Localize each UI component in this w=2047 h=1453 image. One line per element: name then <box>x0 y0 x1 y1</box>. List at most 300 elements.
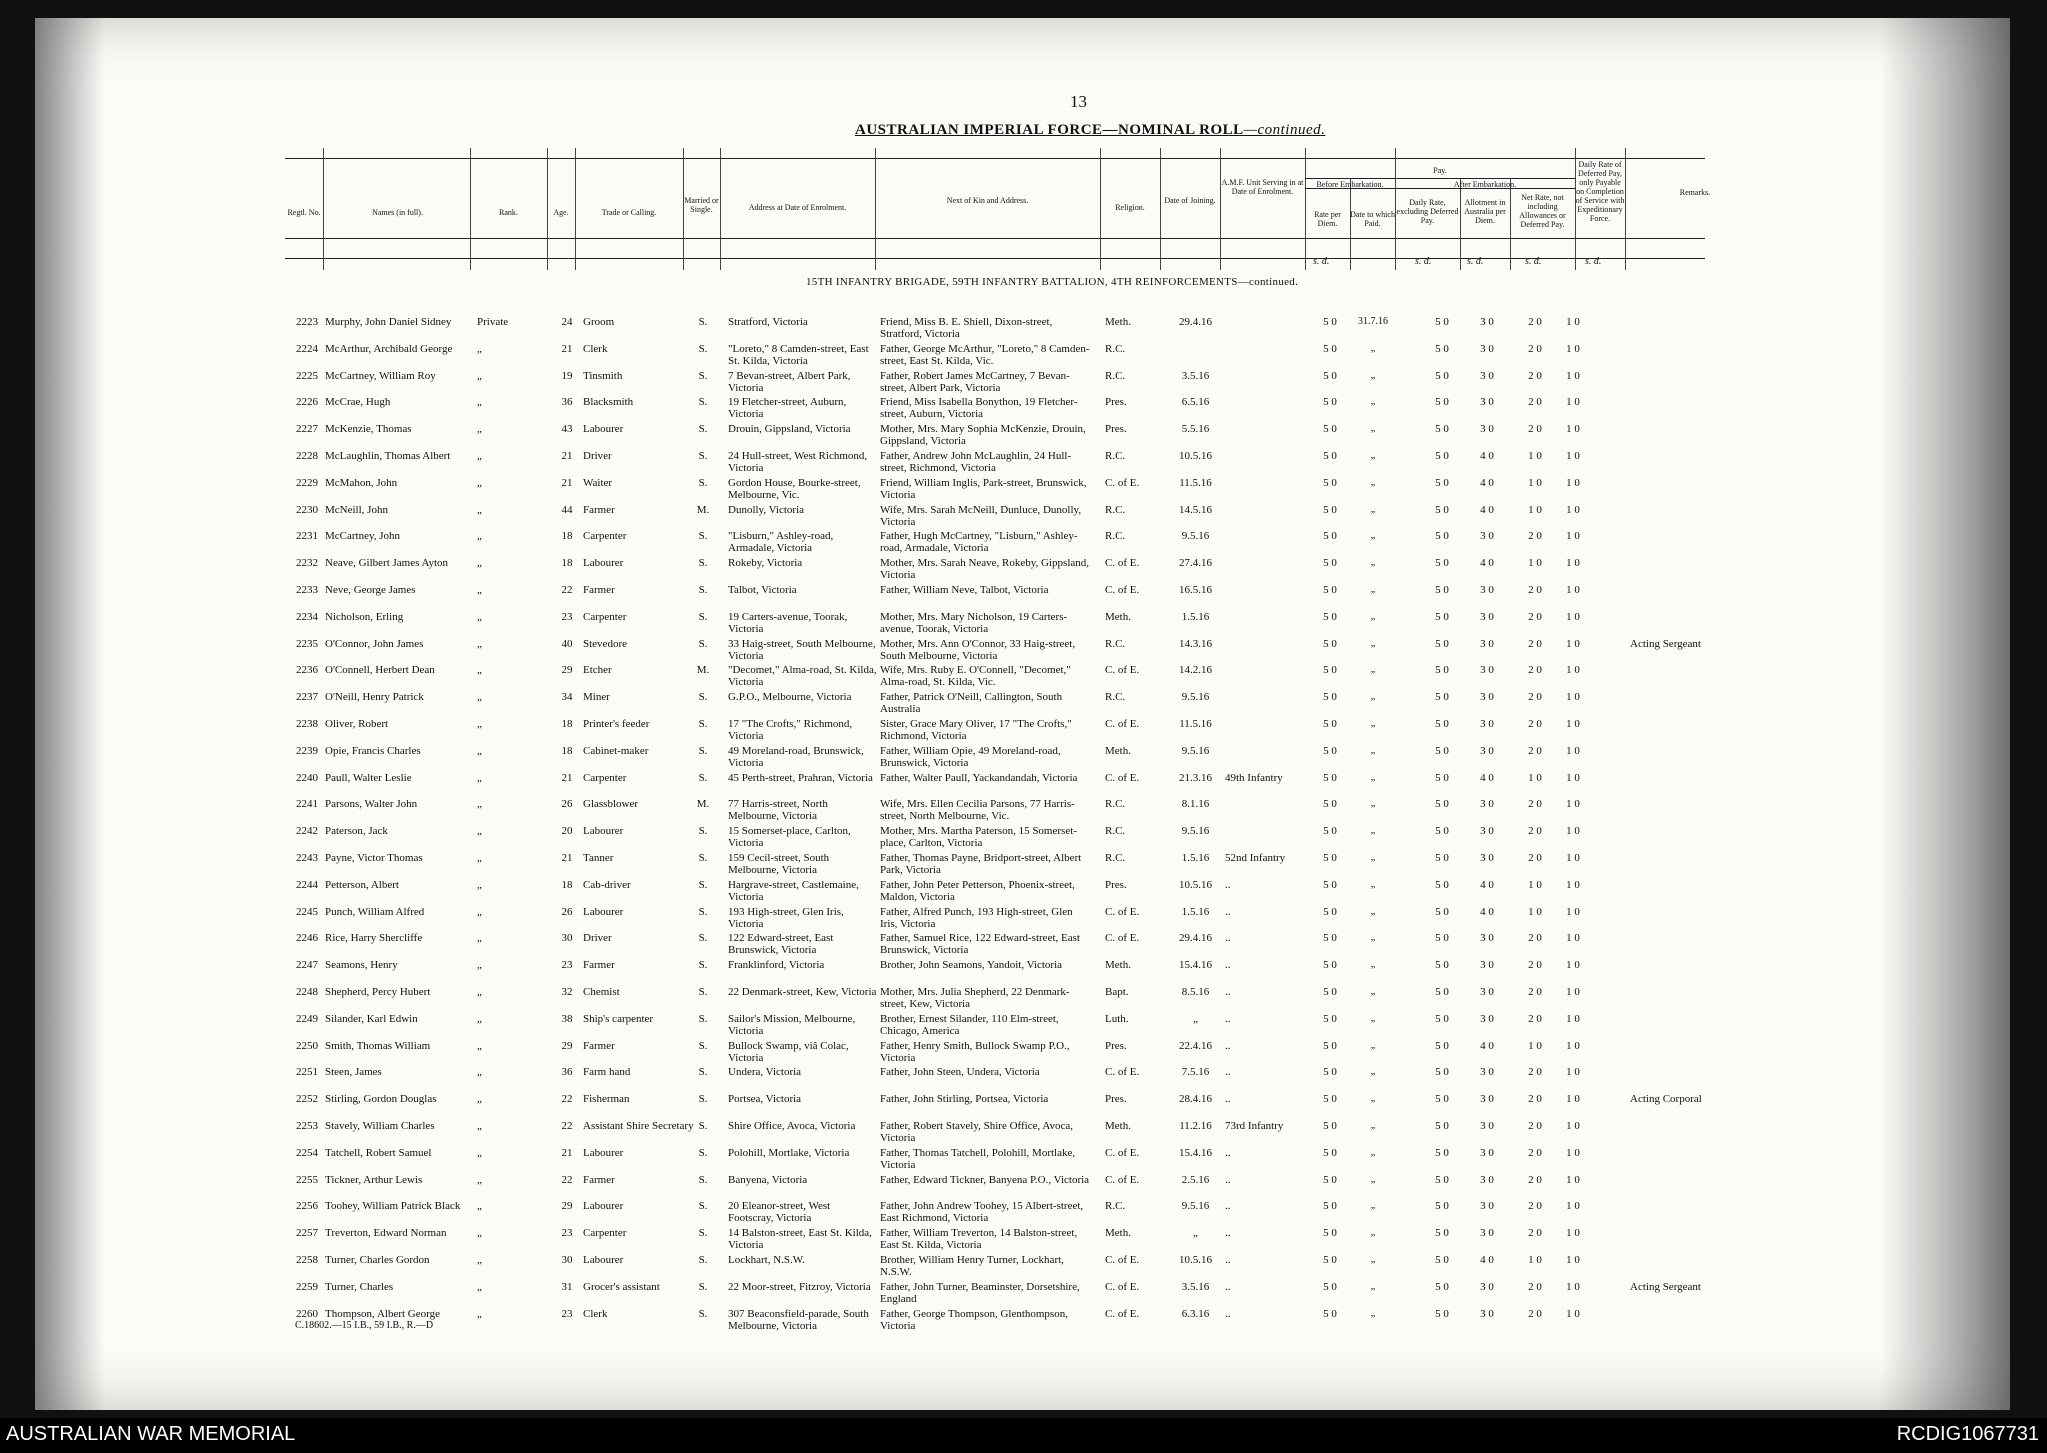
cell-addr: 77 Harris-street, North Melbourne, Victoria <box>728 798 828 823</box>
cell-rank: „ <box>477 664 482 677</box>
unit-sd: s. d. <box>1313 256 1330 267</box>
cell-trade: Carpenter <box>583 1227 627 1240</box>
cell-name: Thompson, Albert George <box>325 1307 440 1320</box>
cell-dtp: „ <box>1370 1012 1376 1024</box>
table-row <box>285 1227 1705 1253</box>
cell-dtp: „ <box>1370 1200 1376 1212</box>
cell-net: 1 0 <box>1528 476 1542 489</box>
cell-dtp: „ <box>1370 905 1376 917</box>
cell-rate: 5 0 <box>1323 1280 1337 1293</box>
table-row <box>285 530 1705 556</box>
cell-trade: Farm hand <box>583 1066 631 1079</box>
cell-allot: 3 0 <box>1480 932 1494 945</box>
cell-daily: 5 0 <box>1435 1012 1449 1025</box>
cell-age: 22 <box>561 1173 573 1186</box>
cell-addr: 20 Eleanor-street, West Footscray, Victoria <box>728 1200 831 1225</box>
cell-trade: Clerk <box>583 342 608 355</box>
cell-rank: „ <box>477 905 482 918</box>
col-divider <box>323 148 324 270</box>
cell-allot: 3 0 <box>1480 691 1494 704</box>
table-header <box>285 148 2040 270</box>
cell-ms: S. <box>698 450 708 462</box>
cell-ms: S. <box>698 986 708 998</box>
cell-allot: 4 0 <box>1480 557 1494 570</box>
cell-ms: S. <box>698 1254 708 1266</box>
cell-kin: Father, Robert Stavely, Shire Office, Avoca, Victoria <box>880 1120 1074 1144</box>
cell-rate: 5 0 <box>1323 1039 1337 1052</box>
cell-kin: Father, William Neve, Talbot, Victoria <box>880 584 1049 596</box>
cell-rate: 5 0 <box>1323 959 1337 972</box>
cell-rel: R.C. <box>1105 1200 1126 1213</box>
cell-defer: 1 0 <box>1566 503 1580 516</box>
cell-rate: 5 0 <box>1323 1173 1337 1186</box>
cell-rel: Pres. <box>1105 878 1127 891</box>
cell-ms: S. <box>698 396 708 409</box>
cell-ms: S. <box>698 825 708 838</box>
cell-no: 2246 <box>296 932 318 945</box>
cell-allot: 4 0 <box>1480 450 1494 462</box>
cell-allot: 3 0 <box>1480 637 1494 650</box>
cell-doj: 10.5.16 <box>1179 878 1212 891</box>
cell-net: 1 0 <box>1528 771 1542 784</box>
cell-kin: Brother, Ernest Silander, 110 Elm-street, Chicago, America <box>880 1012 1059 1037</box>
cell-kin: Father, George McArthur, "Loreto," 8 Camden-street, East St. Kilda, Vic. <box>880 342 1090 367</box>
cell-addr: 49 Moreland-road, Brunswick, Victoria <box>728 744 864 769</box>
cell-addr: Drouin, Gippsland, Victoria <box>728 423 851 436</box>
cell-dtp: „ <box>1370 744 1376 756</box>
cell-kin: Father, Edward Tickner, Banyena P.O., Victoria <box>880 1173 1090 1186</box>
cell-name: McCrae, Hugh <box>325 396 391 409</box>
cell-rate: 5 0 <box>1323 610 1337 623</box>
table-row <box>285 370 1705 396</box>
cell-name: Turner, Charles Gordon <box>325 1254 430 1266</box>
cell-rank: „ <box>477 691 482 704</box>
cell-age: 30 <box>561 932 573 945</box>
archive-bar <box>0 1418 2047 1453</box>
cell-rel: R.C. <box>1105 369 1126 382</box>
cell-rel: C. of E. <box>1105 1173 1140 1186</box>
cell-name: Neve, George James <box>325 584 416 596</box>
cell-rank: „ <box>477 771 482 784</box>
cell-no: 2257 <box>296 1227 318 1240</box>
cell-name: Paterson, Jack <box>325 825 388 838</box>
cell-net: 1 0 <box>1528 1254 1542 1266</box>
cell-rate: 5 0 <box>1323 396 1337 409</box>
cell-trade: Labourer <box>583 423 624 436</box>
cell-name: Treverton, Edward Norman <box>325 1227 447 1240</box>
cell-name: McCartney, William Roy <box>325 369 436 382</box>
cell-no: 2226 <box>296 396 318 409</box>
table-row <box>285 879 1705 905</box>
cell-name: O'Connell, Herbert Dean <box>325 664 435 677</box>
cell-dtp: „ <box>1370 932 1376 944</box>
table-row <box>285 1120 1705 1146</box>
title-text: AUSTRALIAN IMPERIAL FORCE—NOMINAL ROLL <box>855 122 1244 138</box>
cell-addr: Rokeby, Victoria <box>728 557 803 570</box>
cell-daily: 5 0 <box>1435 637 1449 650</box>
cell-dtp: „ <box>1370 1093 1376 1105</box>
cell-kin: Mother, Mrs. Mary Sophia McKenzie, Drouin, Gippsland, Victoria <box>880 423 1086 448</box>
cell-age: 36 <box>561 396 573 409</box>
cell-daily: 5 0 <box>1435 584 1449 596</box>
cell-dtp: „ <box>1370 396 1376 408</box>
cell-dtp: 31.7.16 <box>1358 316 1388 327</box>
cell-addr: "Loreto," 8 Camden-street, East St. Kilda, Victoria <box>728 342 869 367</box>
cell-rate: 5 0 <box>1323 986 1337 998</box>
cell-addr: 193 High-street, Glen Iris, Victoria <box>728 905 844 930</box>
cell-doj: 1.5.16 <box>1181 852 1210 864</box>
cell-defer: 1 0 <box>1566 1280 1580 1293</box>
cell-amf: .. <box>1225 878 1231 891</box>
cell-no: 2249 <box>296 1012 318 1025</box>
cell-net: 1 0 <box>1528 1039 1542 1052</box>
cell-net: 1 0 <box>1528 503 1542 516</box>
cell-age: 21 <box>561 342 573 355</box>
cell-defer: 1 0 <box>1566 852 1580 864</box>
cell-trade: Blacksmith <box>583 396 634 409</box>
cell-rel: C. of E. <box>1105 1280 1140 1293</box>
cell-allot: 3 0 <box>1480 1120 1494 1132</box>
cell-rate: 5 0 <box>1323 557 1337 570</box>
cell-addr: 24 Hull-street, West Richmond, Victoria <box>728 450 868 474</box>
cell-rate: 5 0 <box>1323 852 1337 864</box>
cell-daily: 5 0 <box>1435 1280 1449 1293</box>
cell-dtp: „ <box>1370 1120 1376 1131</box>
cell-defer: 1 0 <box>1566 450 1580 462</box>
header-address: Address at Date of Enrolment. <box>748 203 847 212</box>
cell-amf: .. <box>1225 1227 1231 1240</box>
cell-defer: 1 0 <box>1566 610 1580 623</box>
cell-rel: C. of E. <box>1105 932 1140 945</box>
table-row <box>285 423 1705 449</box>
cell-doj: „ <box>1193 1012 1198 1025</box>
cell-defer: 1 0 <box>1566 1146 1580 1159</box>
cell-rel: C. of E. <box>1105 905 1140 918</box>
cell-addr: Sailor's Mission, Melbourne, Victoria <box>728 1012 856 1037</box>
cell-net: 2 0 <box>1528 610 1542 623</box>
cell-doj: 9.5.16 <box>1181 744 1210 757</box>
cell-dtp: „ <box>1370 1254 1376 1265</box>
cell-net: 2 0 <box>1528 423 1542 436</box>
cell-age: 29 <box>561 664 573 677</box>
cell-allot: 3 0 <box>1480 1200 1494 1213</box>
unit-sd: s. d. <box>1415 256 1432 267</box>
cell-ms: S. <box>698 878 708 891</box>
cell-age: 20 <box>561 825 573 838</box>
cell-no: 2237 <box>296 691 318 704</box>
cell-allot: 3 0 <box>1480 396 1494 409</box>
cell-ms: S. <box>698 718 708 730</box>
cell-name: Toohey, William Patrick Black <box>325 1200 461 1213</box>
cell-rel: C. of E. <box>1105 584 1140 596</box>
cell-dtp: „ <box>1370 369 1376 381</box>
header-religion: Religion. <box>1115 203 1145 212</box>
cell-rank: „ <box>477 637 482 650</box>
table-row <box>285 932 1705 958</box>
table-row <box>285 1281 1705 1307</box>
cell-allot: 3 0 <box>1480 1227 1494 1240</box>
cell-daily: 5 0 <box>1435 852 1449 864</box>
cell-rank: „ <box>477 369 482 382</box>
cell-name: McMahon, John <box>325 476 398 489</box>
cell-age: 31 <box>561 1280 573 1293</box>
cell-name: Seamons, Henry <box>325 959 398 972</box>
cell-doj: 3.5.16 <box>1181 1280 1210 1293</box>
cell-ms: S. <box>698 1280 708 1293</box>
cell-daily: 5 0 <box>1435 610 1449 623</box>
cell-net: 1 0 <box>1528 905 1542 918</box>
cell-rel: C. of E. <box>1105 1146 1140 1159</box>
cell-defer: 1 0 <box>1566 1227 1580 1240</box>
cell-no: 2223 <box>296 316 318 328</box>
cell-defer: 1 0 <box>1566 369 1580 382</box>
cell-trade: Stevedore <box>583 637 627 650</box>
cell-trade: Labourer <box>583 1146 624 1159</box>
cell-no: 2236 <box>296 664 318 677</box>
cell-no: 2241 <box>296 798 318 811</box>
cell-daily: 5 0 <box>1435 1039 1449 1052</box>
cell-trade: Clerk <box>583 1307 608 1320</box>
cell-doj: 9.5.16 <box>1181 530 1210 543</box>
cell-kin: Wife, Mrs. Sarah McNeill, Dunluce, Dunolly, Victoria <box>880 503 1082 528</box>
col-divider <box>875 148 876 270</box>
cell-kin: Father, Robert James McCartney, 7 Bevan-street, Albert Park, Victoria <box>880 369 1070 394</box>
table-row <box>285 638 1705 664</box>
cell-net: 2 0 <box>1528 530 1542 543</box>
cell-rel: C. of E. <box>1105 771 1140 784</box>
cell-name: Tatchell, Robert Samuel <box>325 1146 432 1159</box>
cell-rel: Pres. <box>1105 396 1127 409</box>
cell-age: 19 <box>561 369 573 382</box>
cell-rate: 5 0 <box>1323 637 1337 650</box>
cell-doj: 11.5.16 <box>1179 476 1212 489</box>
cell-amf: .. <box>1225 1039 1231 1052</box>
cell-net: 2 0 <box>1528 1173 1542 1186</box>
header-bottom-rule <box>285 238 1705 239</box>
cell-rank: „ <box>477 718 482 730</box>
cell-daily: 5 0 <box>1435 396 1449 409</box>
cell-kin: Mother, Mrs. Sarah Neave, Rokeby, Gippsland, Victoria <box>880 557 1090 582</box>
cell-name: Murphy, John Daniel Sidney <box>325 316 452 328</box>
cell-rel: Bapt. <box>1105 986 1129 998</box>
cell-kin: Father, Thomas Payne, Bridport-street, Albert Park, Victoria <box>880 852 1082 876</box>
cell-rank: „ <box>477 1120 482 1132</box>
cell-rel: C. of E. <box>1105 1254 1140 1266</box>
cell-ms: S. <box>698 423 708 436</box>
cell-rate: 5 0 <box>1323 771 1337 784</box>
cell-rate: 5 0 <box>1323 932 1337 945</box>
cell-no: 2240 <box>296 771 318 784</box>
table-row <box>285 396 1705 422</box>
cell-addr: 19 Fletcher-street, Auburn, Victoria <box>728 396 847 421</box>
cell-addr: Dunolly, Victoria <box>728 503 805 516</box>
unit-sd: s. d. <box>1585 256 1602 267</box>
cell-defer: 1 0 <box>1566 986 1580 998</box>
header-remarks: Remarks. <box>1679 188 1711 197</box>
cell-rem: Acting Sergeant <box>1630 1280 1701 1293</box>
cell-trade: Tinsmith <box>583 369 623 382</box>
cell-dtp: „ <box>1370 503 1376 515</box>
cell-allot: 3 0 <box>1480 342 1494 355</box>
cell-rank: „ <box>477 959 482 972</box>
cell-rel: R.C. <box>1105 530 1126 543</box>
cell-allot: 3 0 <box>1480 423 1494 436</box>
cell-allot: 3 0 <box>1480 798 1494 811</box>
cell-amf: .. <box>1225 959 1231 972</box>
cell-addr: 14 Balston-street, East St. Kilda, Victoria <box>728 1227 872 1252</box>
cell-doj: 2.5.16 <box>1181 1173 1210 1186</box>
cell-age: 30 <box>561 1254 573 1266</box>
table-row <box>285 1174 1705 1200</box>
col-divider <box>1160 148 1161 270</box>
cell-net: 2 0 <box>1528 798 1542 811</box>
cell-trade: Carpenter <box>583 610 627 623</box>
cell-addr: Gordon House, Bourke-street, Melbourne, Vic. <box>728 476 861 501</box>
cell-rate: 5 0 <box>1323 1012 1337 1025</box>
cell-trade: Fisherman <box>583 1093 630 1106</box>
cell-daily: 5 0 <box>1435 530 1449 543</box>
cell-net: 1 0 <box>1528 557 1542 570</box>
cell-net: 2 0 <box>1528 637 1542 650</box>
cell-rate: 5 0 <box>1323 342 1337 355</box>
table-row <box>285 1308 1705 1334</box>
cell-no: 2258 <box>296 1254 318 1266</box>
table-row <box>285 1066 1705 1092</box>
cell-no: 2227 <box>296 423 318 436</box>
cell-doj: 16.5.16 <box>1179 584 1212 596</box>
cell-doj: 29.4.16 <box>1179 316 1212 328</box>
cell-ms: S. <box>698 369 708 382</box>
cell-daily: 5 0 <box>1435 342 1449 355</box>
cell-rel: Meth. <box>1105 744 1131 757</box>
cell-trade: Ship's carpenter <box>583 1012 654 1025</box>
cell-age: 22 <box>561 584 573 596</box>
cell-defer: 1 0 <box>1566 1254 1580 1266</box>
cell-addr: Stratford, Victoria <box>728 316 808 328</box>
cell-rank: „ <box>477 744 482 757</box>
table-row <box>285 691 1705 717</box>
cell-age: 43 <box>561 423 573 436</box>
cell-rate: 5 0 <box>1323 316 1337 328</box>
cell-net: 1 0 <box>1528 878 1542 891</box>
cell-rate: 5 0 <box>1323 1066 1337 1079</box>
cell-doj: 14.3.16 <box>1179 637 1212 650</box>
cell-ms: S. <box>698 610 708 623</box>
cell-rank: „ <box>477 1227 482 1240</box>
cell-name: Turner, Charles <box>325 1280 394 1293</box>
cell-allot: 3 0 <box>1480 986 1494 998</box>
cell-dtp: „ <box>1370 1227 1376 1239</box>
cell-trade: Labourer <box>583 557 624 570</box>
cell-defer: 1 0 <box>1566 1012 1580 1025</box>
cell-net: 2 0 <box>1528 932 1542 945</box>
cell-net: 2 0 <box>1528 959 1542 972</box>
cell-amf: .. <box>1225 986 1231 998</box>
cell-amf: .. <box>1225 932 1231 945</box>
cell-dtp: „ <box>1370 718 1376 729</box>
cell-doj: 10.5.16 <box>1179 450 1212 462</box>
cell-name: Petterson, Albert <box>325 878 399 891</box>
cell-age: 18 <box>561 557 573 570</box>
cell-name: Tickner, Arthur Lewis <box>325 1173 423 1186</box>
cell-defer: 1 0 <box>1566 316 1580 328</box>
cell-daily: 5 0 <box>1435 369 1449 382</box>
cell-kin: Wife, Mrs. Ellen Cecilia Parsons, 77 Harris-street, North Melbourne, Vic. <box>880 798 1075 823</box>
cell-net: 2 0 <box>1528 1093 1542 1106</box>
cell-age: 18 <box>561 744 573 757</box>
cell-addr: "Decomet," Alma-road, St. Kilda, Victoria <box>728 664 877 689</box>
cell-rate: 5 0 <box>1323 798 1337 811</box>
cell-doj: 27.4.16 <box>1179 557 1212 570</box>
cell-allot: 3 0 <box>1480 530 1494 543</box>
cell-rank: „ <box>477 530 482 543</box>
cell-age: 36 <box>561 1066 573 1079</box>
cell-age: 26 <box>561 905 573 918</box>
cell-name: Stavely, William Charles <box>325 1120 435 1132</box>
cell-age: 18 <box>561 878 573 891</box>
cell-age: 24 <box>561 316 573 328</box>
cell-rate: 5 0 <box>1323 905 1337 918</box>
header-deferred: Daily Rate of Deferred Pay, only Payable on Completion of Service with Expeditionary Force. <box>1575 160 1625 223</box>
cell-rel: Pres. <box>1105 423 1127 436</box>
header-date-joining: Date of Joining. <box>1164 196 1216 205</box>
table-row <box>285 959 1705 985</box>
col-divider <box>1625 148 1626 270</box>
cell-ms: S. <box>698 1066 708 1079</box>
cell-daily: 5 0 <box>1435 798 1449 811</box>
cell-daily: 5 0 <box>1435 691 1449 704</box>
cell-doj: 9.5.16 <box>1181 1200 1210 1213</box>
cell-defer: 1 0 <box>1566 664 1580 677</box>
cell-trade: Farmer <box>583 1039 615 1052</box>
header-next-of-kin: Next of Kin and Address. <box>946 196 1029 205</box>
cell-rate: 5 0 <box>1323 1254 1337 1266</box>
cell-allot: 4 0 <box>1480 878 1494 891</box>
cell-rate: 5 0 <box>1323 476 1337 489</box>
cell-rank: „ <box>477 1039 482 1052</box>
cell-dtp: „ <box>1370 1146 1376 1158</box>
cell-kin: Father, Andrew John McLaughlin, 24 Hull-street, Richmond, Victoria <box>880 450 1072 474</box>
cell-allot: 3 0 <box>1480 852 1494 864</box>
header-date-paid: Date to which Paid. <box>1350 210 1395 228</box>
cell-addr: 7 Bevan-street, Albert Park, Victoria <box>728 369 851 394</box>
cell-net: 2 0 <box>1528 691 1542 704</box>
cell-name: Steen, James <box>325 1066 382 1079</box>
cell-kin: Father, John Stirling, Portsea, Victoria <box>880 1093 1049 1106</box>
cell-doj: 5.5.16 <box>1181 423 1210 436</box>
cell-daily: 5 0 <box>1435 718 1449 730</box>
cell-rate: 5 0 <box>1323 878 1337 891</box>
cell-kin: Wife, Mrs. Ruby E. O'Connell, "Decomet," Alma-road, St. Kilda, Vic. <box>880 664 1071 689</box>
cell-age: 23 <box>561 610 573 623</box>
cell-kin: Friend, William Inglis, Park-street, Brunswick, Victoria <box>880 476 1087 501</box>
cell-name: Rice, Harry Shercliffe <box>325 932 423 945</box>
table-row <box>285 825 1705 851</box>
cell-doj: 8.5.16 <box>1181 986 1210 998</box>
cell-doj: 21.3.16 <box>1179 771 1212 784</box>
cell-no: 2239 <box>296 744 318 757</box>
cell-rel: Meth. <box>1105 1120 1131 1132</box>
cell-trade: Farmer <box>583 584 615 596</box>
cell-age: 26 <box>561 798 573 811</box>
cell-age: 38 <box>561 1012 573 1025</box>
cell-trade: Labourer <box>583 905 624 918</box>
cell-trade: Chemist <box>583 986 620 998</box>
table-row <box>285 1147 1705 1173</box>
cell-addr: 159 Cecil-street, South Melbourne, Victoria <box>728 852 830 876</box>
cell-trade: Labourer <box>583 1254 624 1266</box>
cell-kin: Father, Patrick O'Neill, Callington, South Australia <box>880 691 1063 716</box>
